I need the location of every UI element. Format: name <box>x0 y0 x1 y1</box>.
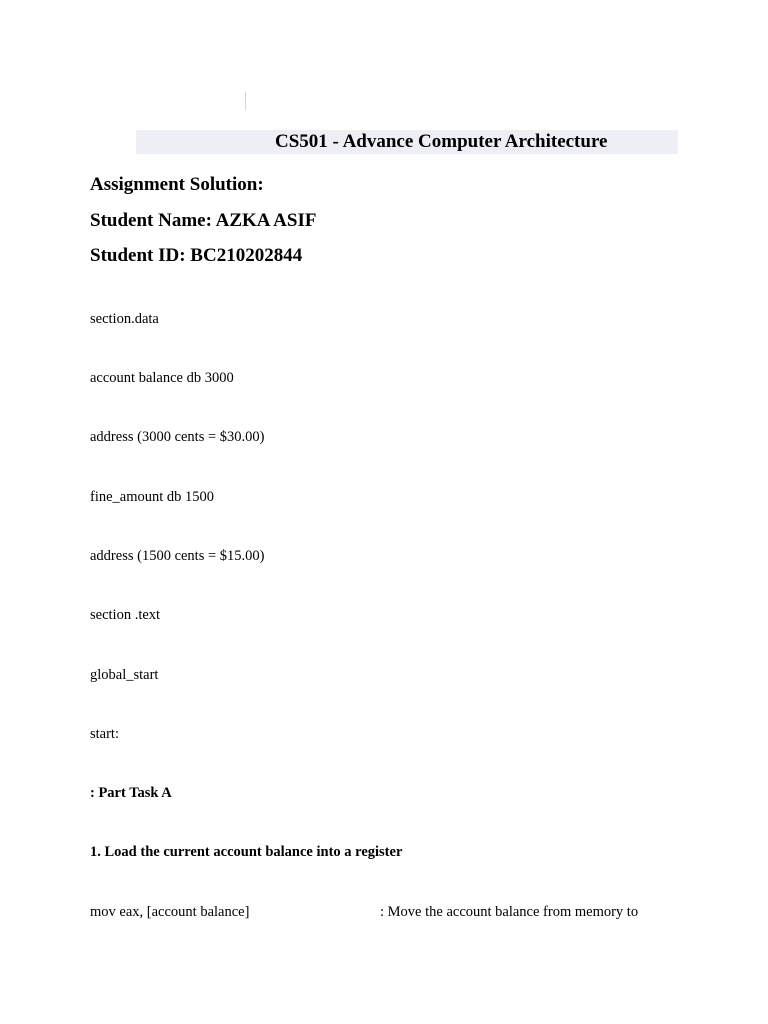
code-line-section-data: section.data <box>90 311 159 327</box>
code-comment-mov-eax: : Move the account balance from memory to <box>380 904 639 920</box>
code-line-mov-eax: mov eax, [account balance] <box>90 904 250 920</box>
student-name-heading: Student Name: AZKA ASIF <box>90 210 317 231</box>
student-id-heading: Student ID: BC210202844 <box>90 245 303 266</box>
document-title: CS501 - Advance Computer Architecture <box>275 131 608 152</box>
code-line-section-text: section .text <box>90 607 161 623</box>
code-line-fine-amount: fine_amount db 1500 <box>90 489 215 505</box>
part-task-heading: : Part Task A <box>90 785 172 801</box>
code-line-address-3000: address (3000 cents = $30.00) <box>90 429 265 445</box>
code-line-start-label: start: <box>90 726 119 742</box>
code-line-global-start: global_start <box>90 667 159 683</box>
code-line-account-balance: account balance db 3000 <box>90 370 234 386</box>
text-cursor-mark <box>245 92 246 110</box>
step-1-heading: 1. Load the current account balance into a register <box>90 844 403 860</box>
assignment-heading: Assignment Solution: <box>90 174 264 195</box>
code-line-address-1500: address (1500 cents = $15.00) <box>90 548 265 564</box>
